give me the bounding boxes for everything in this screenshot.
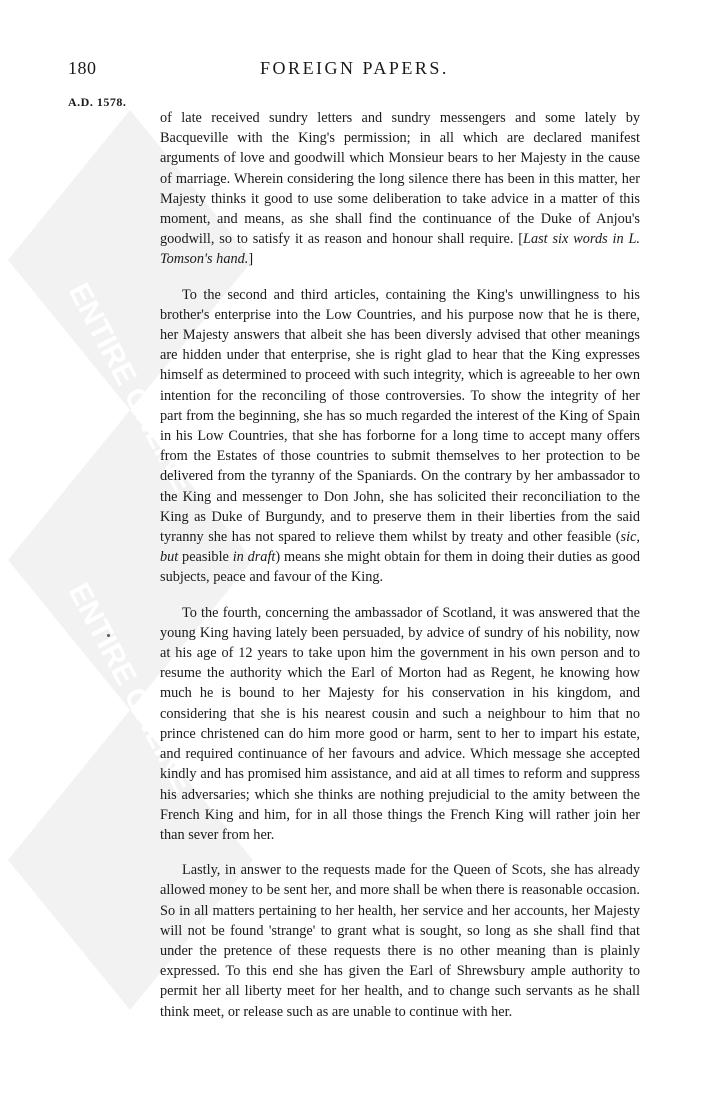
paragraph-2-italic-draft: in draft	[232, 549, 276, 566]
paragraph-1-italic: Last six words in L. Tomson's hand.	[160, 231, 640, 268]
running-title: FOREIGN PAPERS.	[260, 58, 449, 78]
body-text	[160, 108, 640, 1037]
paragraph-3: To the fourth, concerning the ambassador of Scotland, it was answered that the young King having lately been persuaded, by advice of sundry of his nobility, now at his age of 12 years to take upon him the government in his own person and to resume the authority which the Earl of Morton had as Regent, he knowing how much he is bound to her Majesty for his conservation in his kingdom, and considering that she is his nearest cousin and such a neighbour to him that no prince christened can do him more good or harm, sent to her to impart his estate, and required continuance of her favours and advice. Which message she accepted kindly and has promised him assistance, and aid at all times to reform and suppress his adversaries; which she thinks are nothing prejudicial to the amity between the French King and him, for in all those things the French King will rather join her than sever from her.	[160, 604, 640, 843]
paragraph-4: Lastly, in answer to the requests made for the Queen of Scots, she has already allowed money to be sent her, and more shall be when there is reasonable occasion. So in all matters pertaining to her health, her service and her accounts, her Majesty will not be found 'strange' to grant what is sought, so long as she shall find that under the pretence of these requests there is no other meaning than is plainly expressed. To this end she has given the Earl of Shrewsbury ample authority to permit her all liberty meet for her health, and to change such servants as he shall think meet, or release such as are unable to continue with her.	[160, 862, 640, 1020]
watermark-text: ENTIRE ONLINE	[61, 277, 200, 498]
margin-date: A.D. 1578.	[68, 95, 127, 109]
paragraph-2-italic-sic: sic, but	[160, 529, 640, 566]
watermark-text-2: ENTIRE ONLINE	[61, 577, 200, 798]
paragraph-2-mid: peasible	[178, 549, 233, 566]
paragraph-1-text: of late received sundry letters and sundry messengers and some lately by Bacqueville with the King's permission; in all which are declared manifest arguments of love and goodwill which Monsieur bears to her Majesty in the cause of marriage. Wherein considering the long silence there has been in this matter, her Majesty thinks it good to use some deliberation to take advice in a matter of this moment, and means, as she shall find the continuance of the Duke of Anjou's goodwill, so to satisfy it as reason and honour shall require. [	[160, 110, 640, 248]
page-number: 180	[68, 58, 97, 78]
stray-dot	[107, 634, 110, 637]
paragraph-2-end: ) means she might obtain for them in doing their duties as good subjects, peace and favour of the King.	[160, 549, 640, 586]
paragraph-1	[160, 108, 640, 270]
paragraph-2	[160, 285, 640, 588]
paragraph-1-close: ]	[248, 251, 254, 268]
page-header	[0, 58, 709, 88]
paragraph-2-text: To the second and third articles, containing the King's unwillingness to his brother's enterprise into the Low Countries, and his purpose now that he is there, her Majesty answers that albeit she has been diversly advised that other meanings are hidden under that enterprise, she is right glad to hear that the King expresses himself as determined to proceed with such integrity, which is agreeable to her own intention for the reconciling of those controversies. To show the integrity of her part from the beginning, she has so much regarded the interest of the King of Spain in his Low Countries, that she has forborne for a long time to accept many offers from the Estates of those countries to submit themselves to her protection to be delivered from the tyranny of the Spaniards. On the contrary by her ambassador to the King and messenger to Don John, she has solicited their reconciliation to the King as Duke of Burgundy, and to preserve them in their liberties from the said tyranny she has not spared to relieve them whilst by treaty and other feasible (	[160, 286, 640, 546]
